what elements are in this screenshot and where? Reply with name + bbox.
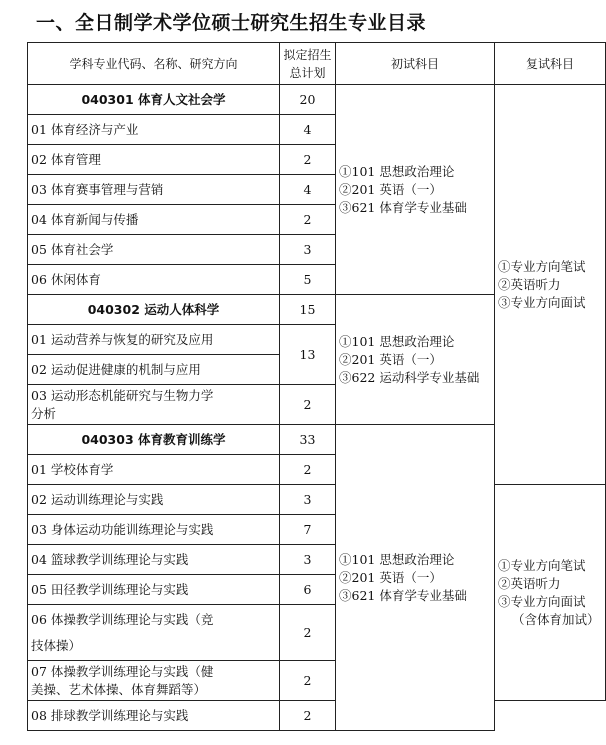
page-title: 一、全日制学术学位硕士研究生招生专业目录 xyxy=(36,12,427,34)
direction-name-line: 美操、艺术体操、体育舞蹈等） xyxy=(31,681,207,697)
direction-name: 04 篮球教学训练理论与实践 xyxy=(28,545,280,575)
retest-subject: ②英语听力 xyxy=(498,575,561,591)
direction-name-line: 技体操） xyxy=(31,637,82,653)
retest-subjects xyxy=(495,85,606,485)
initial-subject: ③621 体育学专业基础 xyxy=(339,199,467,215)
direction-quota: 4 xyxy=(280,175,336,205)
table-row xyxy=(28,85,606,115)
retest-subject: ③专业方向面试 xyxy=(498,294,586,310)
direction-quota: 2 xyxy=(280,385,336,425)
header-quota xyxy=(280,43,336,85)
direction-name: 02 运动训练理论与实践 xyxy=(28,485,280,515)
direction-name-line: 06 体操教学训练理论与实践（竞 xyxy=(31,611,214,627)
direction-name: 02 体育管理 xyxy=(28,145,280,175)
direction-name: 06 休闲体育 xyxy=(28,265,280,295)
header-row xyxy=(28,43,606,85)
direction-quota: 5 xyxy=(280,265,336,295)
initial-subjects xyxy=(336,425,495,731)
retest-subject: ③专业方向面试 xyxy=(498,593,586,609)
initial-subject: ②201 英语（一） xyxy=(339,351,442,367)
direction-quota: 2 xyxy=(280,205,336,235)
direction-name xyxy=(28,661,280,701)
direction-name: 01 学校体育学 xyxy=(28,455,280,485)
initial-subjects xyxy=(336,85,495,295)
header-major: 学科专业代码、名称、研究方向 xyxy=(28,43,280,85)
header-retest: 复试科目 xyxy=(495,43,606,85)
direction-quota: 7 xyxy=(280,515,336,545)
header-quota-line1: 拟定招生 xyxy=(283,47,332,62)
header-quota-line2: 总计划 xyxy=(289,65,326,80)
initial-subject: ③622 运动科学专业基础 xyxy=(339,369,480,385)
group-quota: 15 xyxy=(280,295,336,325)
retest-subject: ②英语听力 xyxy=(498,276,561,292)
retest-subject: ①专业方向笔试 xyxy=(498,557,586,573)
direction-quota: 2 xyxy=(280,661,336,701)
direction-name xyxy=(28,385,280,425)
retest-subject: ①专业方向笔试 xyxy=(498,258,586,274)
initial-subject: ②201 英语（一） xyxy=(339,181,442,197)
direction-quota: 13 xyxy=(280,325,336,385)
table-row xyxy=(28,485,606,515)
group-code-name: 040302 运动人体科学 xyxy=(28,295,280,325)
group-quota: 33 xyxy=(280,425,336,455)
group-code-name: 040303 体育教育训练学 xyxy=(28,425,280,455)
direction-name-line: 03 运动形态机能研究与生物力学 xyxy=(31,387,214,403)
direction-quota: 3 xyxy=(280,485,336,515)
direction-name-line: 分析 xyxy=(31,405,57,421)
retest-subject: （含体育加试） xyxy=(512,611,600,627)
group-quota: 20 xyxy=(280,85,336,115)
table-row xyxy=(28,701,606,731)
group-code-name: 040301 体育人文社会学 xyxy=(28,85,280,115)
direction-quota: 2 xyxy=(280,145,336,175)
direction-name: 03 体育赛事管理与营销 xyxy=(28,175,280,205)
retest-subjects xyxy=(495,485,606,701)
direction-quota: 2 xyxy=(280,455,336,485)
direction-name xyxy=(28,605,280,661)
direction-quota: 2 xyxy=(280,605,336,661)
direction-quota: 2 xyxy=(280,701,336,731)
direction-quota: 4 xyxy=(280,115,336,145)
direction-name: 02 运动促进健康的机制与应用 xyxy=(28,355,280,385)
direction-quota: 3 xyxy=(280,545,336,575)
initial-subject: ①101 思想政治理论 xyxy=(339,333,455,349)
program-catalog-table xyxy=(27,42,606,731)
direction-quota: 6 xyxy=(280,575,336,605)
initial-subject: ①101 思想政治理论 xyxy=(339,163,455,179)
direction-name-line: 07 体操教学训练理论与实践（健 xyxy=(31,663,214,679)
direction-quota: 3 xyxy=(280,235,336,265)
initial-subject: ③621 体育学专业基础 xyxy=(339,587,467,603)
initial-subjects xyxy=(336,295,495,425)
initial-subject: ①101 思想政治理论 xyxy=(339,551,455,567)
direction-name: 01 运动营养与恢复的研究及应用 xyxy=(28,325,280,355)
direction-name: 04 体育新闻与传播 xyxy=(28,205,280,235)
direction-name: 05 田径教学训练理论与实践 xyxy=(28,575,280,605)
initial-subject: ②201 英语（一） xyxy=(339,569,442,585)
direction-name: 03 身体运动功能训练理论与实践 xyxy=(28,515,280,545)
direction-name: 01 体育经济与产业 xyxy=(28,115,280,145)
header-initial: 初试科目 xyxy=(336,43,495,85)
direction-name: 05 体育社会学 xyxy=(28,235,280,265)
direction-name: 08 排球教学训练理论与实践 xyxy=(28,701,280,731)
